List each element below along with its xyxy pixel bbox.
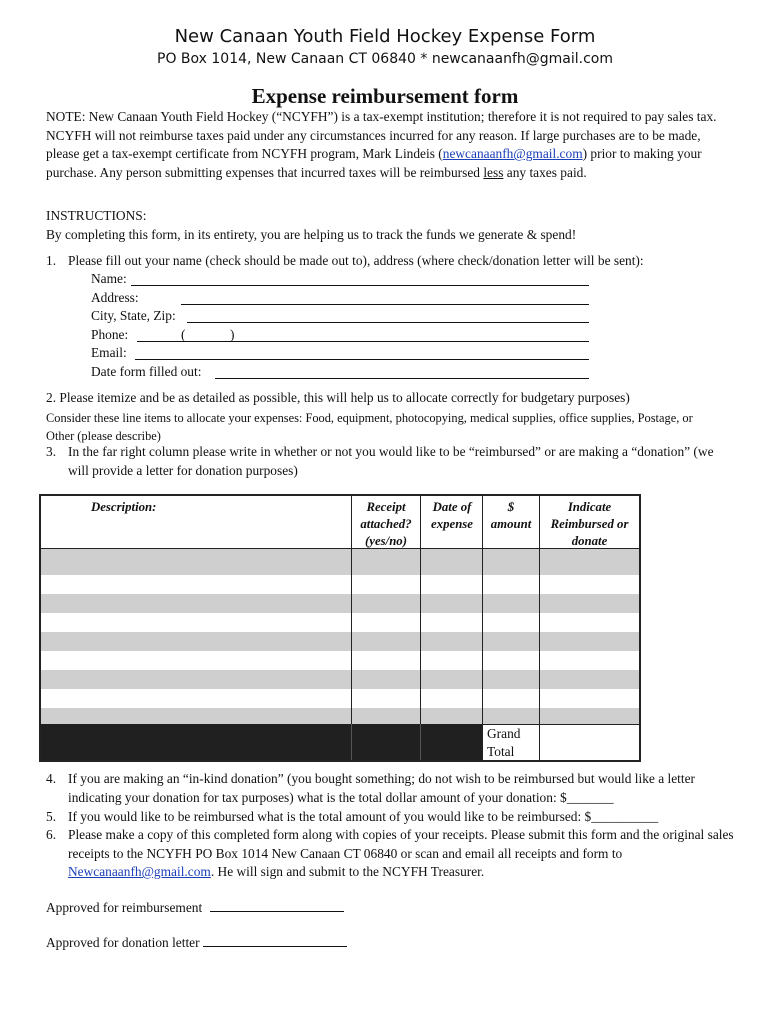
step-3-text: In the far right column please write in whether or not you would like to be “reimbursed” or are making a “donation” (we will provide a letter for donation purposes) — [68, 444, 714, 478]
table-row[interactable] — [41, 651, 639, 670]
amount-header — [483, 496, 539, 550]
table-row[interactable] — [41, 689, 639, 708]
email-field[interactable] — [91, 345, 127, 363]
step-1-number: 1. — [46, 253, 57, 268]
submit-email-link[interactable]: Newcanaanfh@gmail.com — [68, 864, 211, 880]
step-6-text-2: . He will sign and submit to the NCYFH Treasurer. — [210, 864, 485, 880]
form-header-title: New Canaan Youth Field Hockey Expense Form — [174, 26, 596, 47]
date-header: Date of expense — [431, 500, 473, 531]
step-6-text-1: Please make a copy of this completed form along with copies of your receipts. Please submit this form and the original sales receipts to the NCYFH PO Box 1014 New Canaan CT 06840 or scan and email all receipts and form to — [68, 827, 734, 861]
receipt-header: Receipt attached? (yes/no) — [360, 500, 412, 548]
step-5 — [46, 808, 736, 827]
name-label: Name: — [91, 271, 127, 286]
table-row[interactable] — [41, 594, 639, 613]
approved-donation-row — [46, 934, 347, 951]
instructions-text: By completing this form, in its entirety, you are helping us to track the funds we generate & spend! — [46, 227, 577, 242]
approved-reimbursement-line[interactable] — [210, 899, 344, 912]
email-line[interactable] — [135, 345, 589, 360]
step-4 — [46, 770, 736, 807]
dollar-symbol: $ — [507, 500, 515, 514]
email-label: Email: — [91, 345, 127, 360]
date-filled-line[interactable] — [215, 364, 589, 379]
address-line[interactable] — [181, 290, 589, 305]
table-row[interactable] — [41, 632, 639, 651]
note-email-link[interactable]: newcanaanfh@gmail.com — [442, 146, 583, 162]
step-2-line-items: Consider these line items to allocate your expenses: Food, equipment, photocopying, medical supplies, office supplies, Postage, or Other (please describe) — [46, 411, 693, 443]
approved-reimbursement-row — [46, 899, 344, 916]
note-text-1: NOTE: New Canaan Youth Field Hockey (“NCYFH”) is a tax-exempt institution; therefore it is not required to pay sales tax. NCYFH will not reimburse taxes paid under any circumstances incurred for any reason. If large purchases are to be made, please get a tax-exempt certificate from NCYFH program, Mark Lindeis ( — [46, 109, 717, 162]
tax-note — [46, 108, 726, 182]
address-field[interactable] — [91, 290, 139, 308]
column-divider — [539, 496, 540, 760]
step-4-number: 4. — [46, 771, 57, 786]
page-title: Expense reimbursement form — [251, 84, 519, 108]
phone-label: Phone: — [91, 327, 129, 342]
step-1-text: Please fill out your name (check should be made out to), address (where check/donation letter will be sent): — [68, 253, 644, 268]
name-line[interactable] — [131, 271, 589, 286]
city-state-zip-line[interactable] — [187, 308, 589, 323]
table-row[interactable] — [41, 708, 639, 724]
step-5-number: 5. — [46, 809, 57, 824]
step-2-text: 2. Please itemize and be as detailed as possible, this will help us to allocate correctly for budgetary purposes) — [46, 390, 630, 405]
step-6 — [46, 826, 736, 882]
step-3 — [46, 443, 736, 480]
column-divider — [351, 724, 352, 760]
city-state-zip-label: City, State, Zip: — [91, 308, 176, 323]
phone-paren-close: ) — [230, 327, 235, 342]
column-divider — [482, 496, 483, 760]
date-filled-field[interactable] — [91, 364, 201, 382]
indicate-header: Indicate Reimbursed or donate — [550, 500, 629, 548]
step-6-number: 6. — [46, 827, 57, 842]
step-4-text: If you are making an “in-kind donation” (you bought something; do not wish to be reimbursed but would like a letter indicating your donation for tax purposes) what is the total dollar amount of your donation: $_______ — [68, 771, 695, 805]
city-state-zip-field[interactable] — [91, 308, 176, 326]
phone-field[interactable] — [91, 327, 235, 345]
phone-paren-open: ( — [181, 327, 186, 342]
step-3-number: 3. — [46, 444, 57, 459]
description-header: Description: — [91, 500, 157, 514]
note-text-2: ) prior to making your purchase. Any person submitting expenses that incurred taxes will be reimbursed — [46, 146, 702, 180]
address-label: Address: — [91, 290, 139, 305]
table-row[interactable] — [41, 613, 639, 632]
step-5-text: If you would like to be reimbursed what is the total amount of you would like to be reimbursed: $__________ — [68, 809, 659, 824]
note-text-3: any taxes paid. — [503, 164, 587, 180]
grand-total-label: Grand Total — [487, 726, 521, 759]
approved-donation-line[interactable] — [203, 934, 347, 947]
expense-table — [39, 494, 641, 762]
table-row[interactable] — [41, 670, 639, 689]
date-filled-label: Date form filled out: — [91, 364, 202, 379]
approved-donation-label: Approved for donation letter — [46, 935, 200, 950]
column-divider — [351, 496, 352, 760]
column-divider — [420, 496, 421, 760]
total-row-blackout — [41, 724, 482, 760]
amount-label: amount — [490, 517, 532, 531]
table-row[interactable] — [41, 575, 639, 594]
grand-total-cell[interactable] — [540, 725, 639, 760]
phone-line[interactable] — [137, 327, 589, 342]
note-less: less — [483, 164, 504, 180]
step-1 — [46, 252, 736, 271]
step-6-text — [68, 826, 736, 882]
table-row[interactable] — [41, 549, 639, 575]
form-header-subtitle: PO Box 1014, New Canaan CT 06840 * newcanaanfh@gmail.com — [157, 51, 613, 67]
column-divider — [420, 724, 421, 760]
name-field[interactable] — [91, 271, 127, 289]
instructions-heading: INSTRUCTIONS: — [46, 208, 147, 223]
approved-reimbursement-label: Approved for reimbursement — [46, 900, 203, 915]
